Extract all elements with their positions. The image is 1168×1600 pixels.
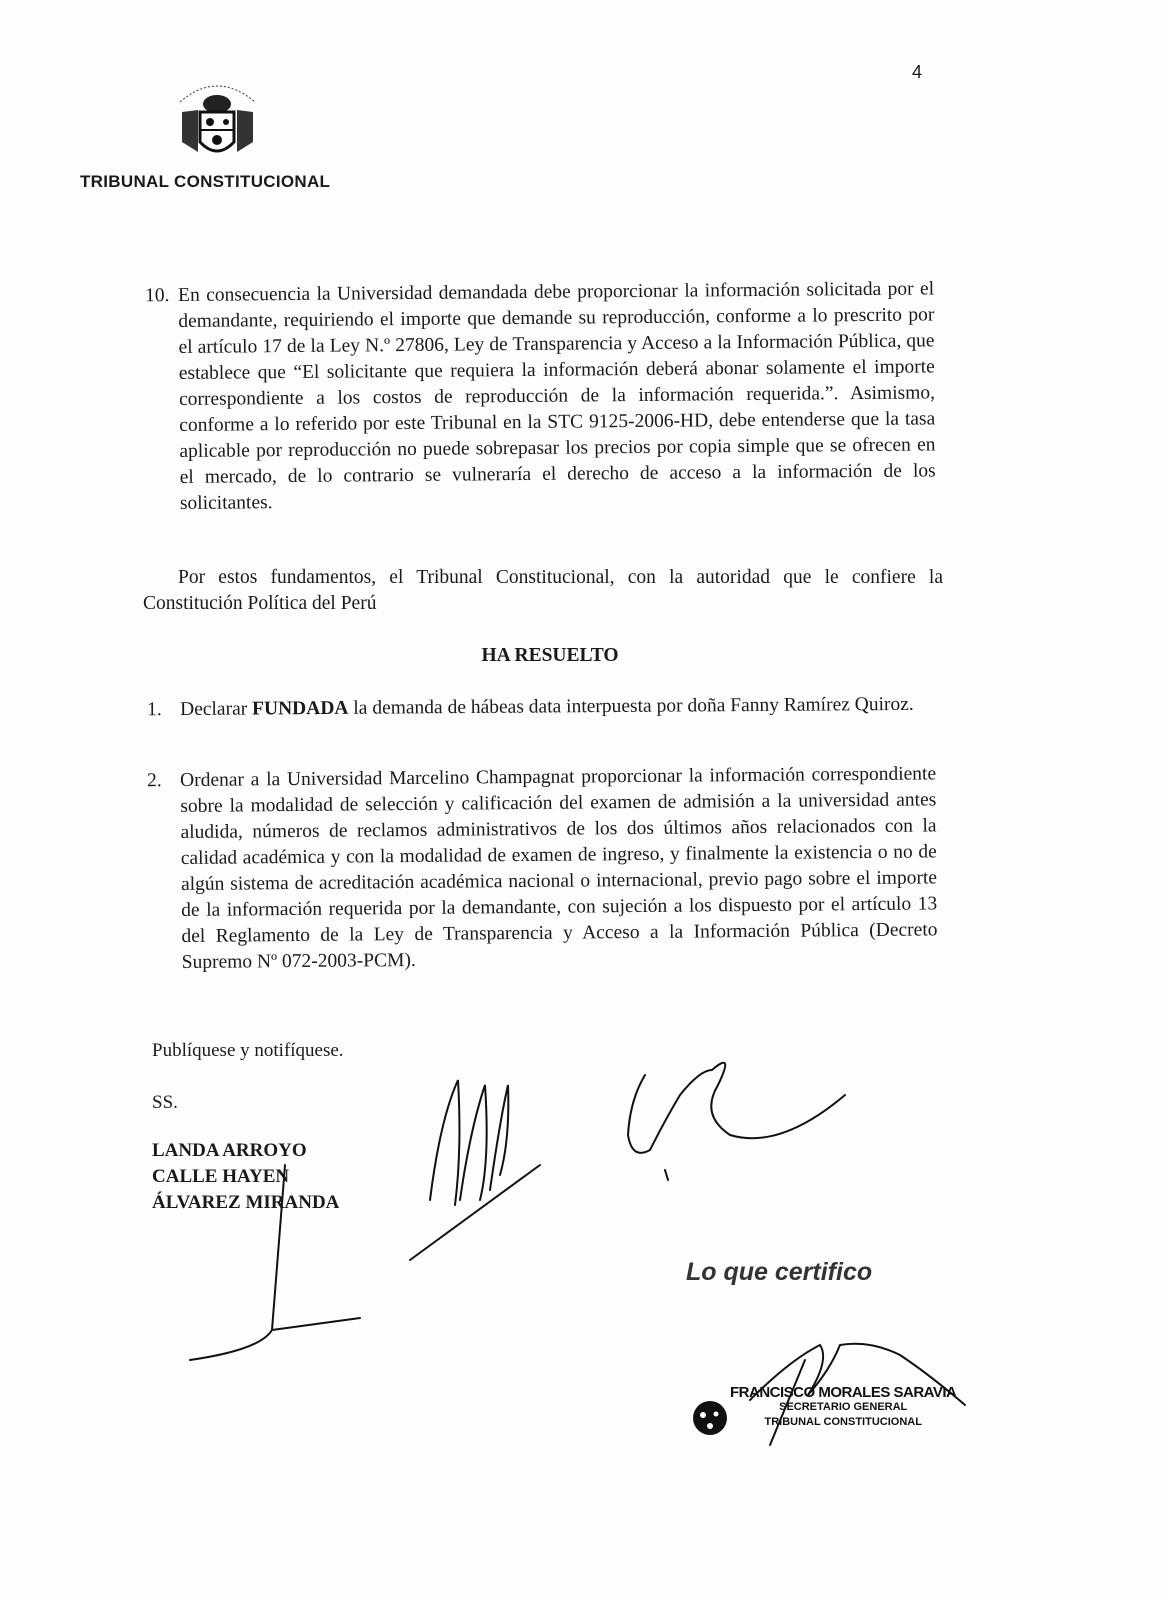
item-text-pre: Declarar (180, 698, 253, 720)
magistrate-name: CALLE HAYEN (152, 1166, 290, 1187)
item-text: Ordenar a la Universidad Marcelino Champagnat proporcionar la información correspondiente sobre la modalidad de selección y calificación del examen de admisión a la universidad antes aludida, números de reclamos administrativos de los dos últimos años relacionados con la calidad académica y con la modalidad de examen de ingreso, y finalmente la existencia o no de algún sistema de acreditación académica nacional o internacional, previo pago sobre el importe de la información requerida por la demandante, con sujeción a los dispuesto por el artículo 13 del Reglamento de la Ley de Transparencia y Acceso a la Información Pública (Decreto Supremo Nº 072-2003-PCM). (180, 763, 938, 973)
signature-calle (410, 1080, 540, 1260)
publiquese: Publíquese y notifíquese. (152, 1040, 344, 1061)
paragraph-number: 10. (145, 285, 170, 307)
item-number: 1. (147, 699, 162, 721)
item-number: 2. (147, 770, 162, 792)
page-number: 4 (912, 62, 923, 82)
item-verdict: FUNDADA (251, 697, 349, 720)
stamp-org: TRIBUNAL CONSTITUCIONAL (764, 1416, 922, 1428)
magistrates-list (152, 1138, 339, 1216)
signature-alvarez (628, 1063, 845, 1180)
certification-label: Lo que certifico (686, 1258, 873, 1286)
stamp-title: SECRETARIO GENERAL (779, 1401, 908, 1413)
paragraph-text: En consecuencia la Universidad demandada debe proporcionar la información solicitada por el demandante, requiriendo el importe que demande su reproducción, conforme a lo prescrito por el artículo 17 de la Ley N.º 27806, Ley de Transparencia y Acceso a la Información Pública, que establece que “El solicitante que requiera la información deberá abonar solamente el importe correspondiente a los costos de reproducción de la información requerida.”. Asimismo, conforme a lo referido por este Tribunal en la STC 9125-2006-HD, debe entenderse que la tasa aplicable por reproducción no puede sobrepasar los precios por copia simple que se ofrecen en el mercado, de lo contrario se vulneraría el derecho de acceso a la información de los solicitantes. (178, 278, 936, 514)
secretary-stamp (730, 1385, 956, 1430)
resolution-item-2 (147, 761, 938, 976)
resolution-heading: HA RESUELTO (481, 645, 619, 666)
resolution-item-1 (147, 692, 936, 723)
magistrate-name: LANDA ARROYO (152, 1140, 307, 1161)
paragraph-10 (145, 276, 936, 517)
stamp-name: FRANCISCO MORALES SARAVIA (730, 1384, 957, 1401)
item-text-post: la demanda de hábeas data interpuesta por doña Fanny Ramírez Quiroz. (348, 693, 914, 719)
magistrate-name: ÁLVAREZ MIRANDA (152, 1192, 340, 1213)
institution-name: TRIBUNAL CONSTITUCIONAL (80, 172, 331, 191)
secretary-seal-icon (690, 1398, 730, 1438)
coat-of-arms-seal (170, 72, 265, 167)
ss-label: SS. (152, 1092, 178, 1113)
por-estos-fundamentos: Por estos fundamentos, el Tribunal Constitucional, con la autoridad que le confiere la Constitución Política del Perú (143, 567, 943, 614)
